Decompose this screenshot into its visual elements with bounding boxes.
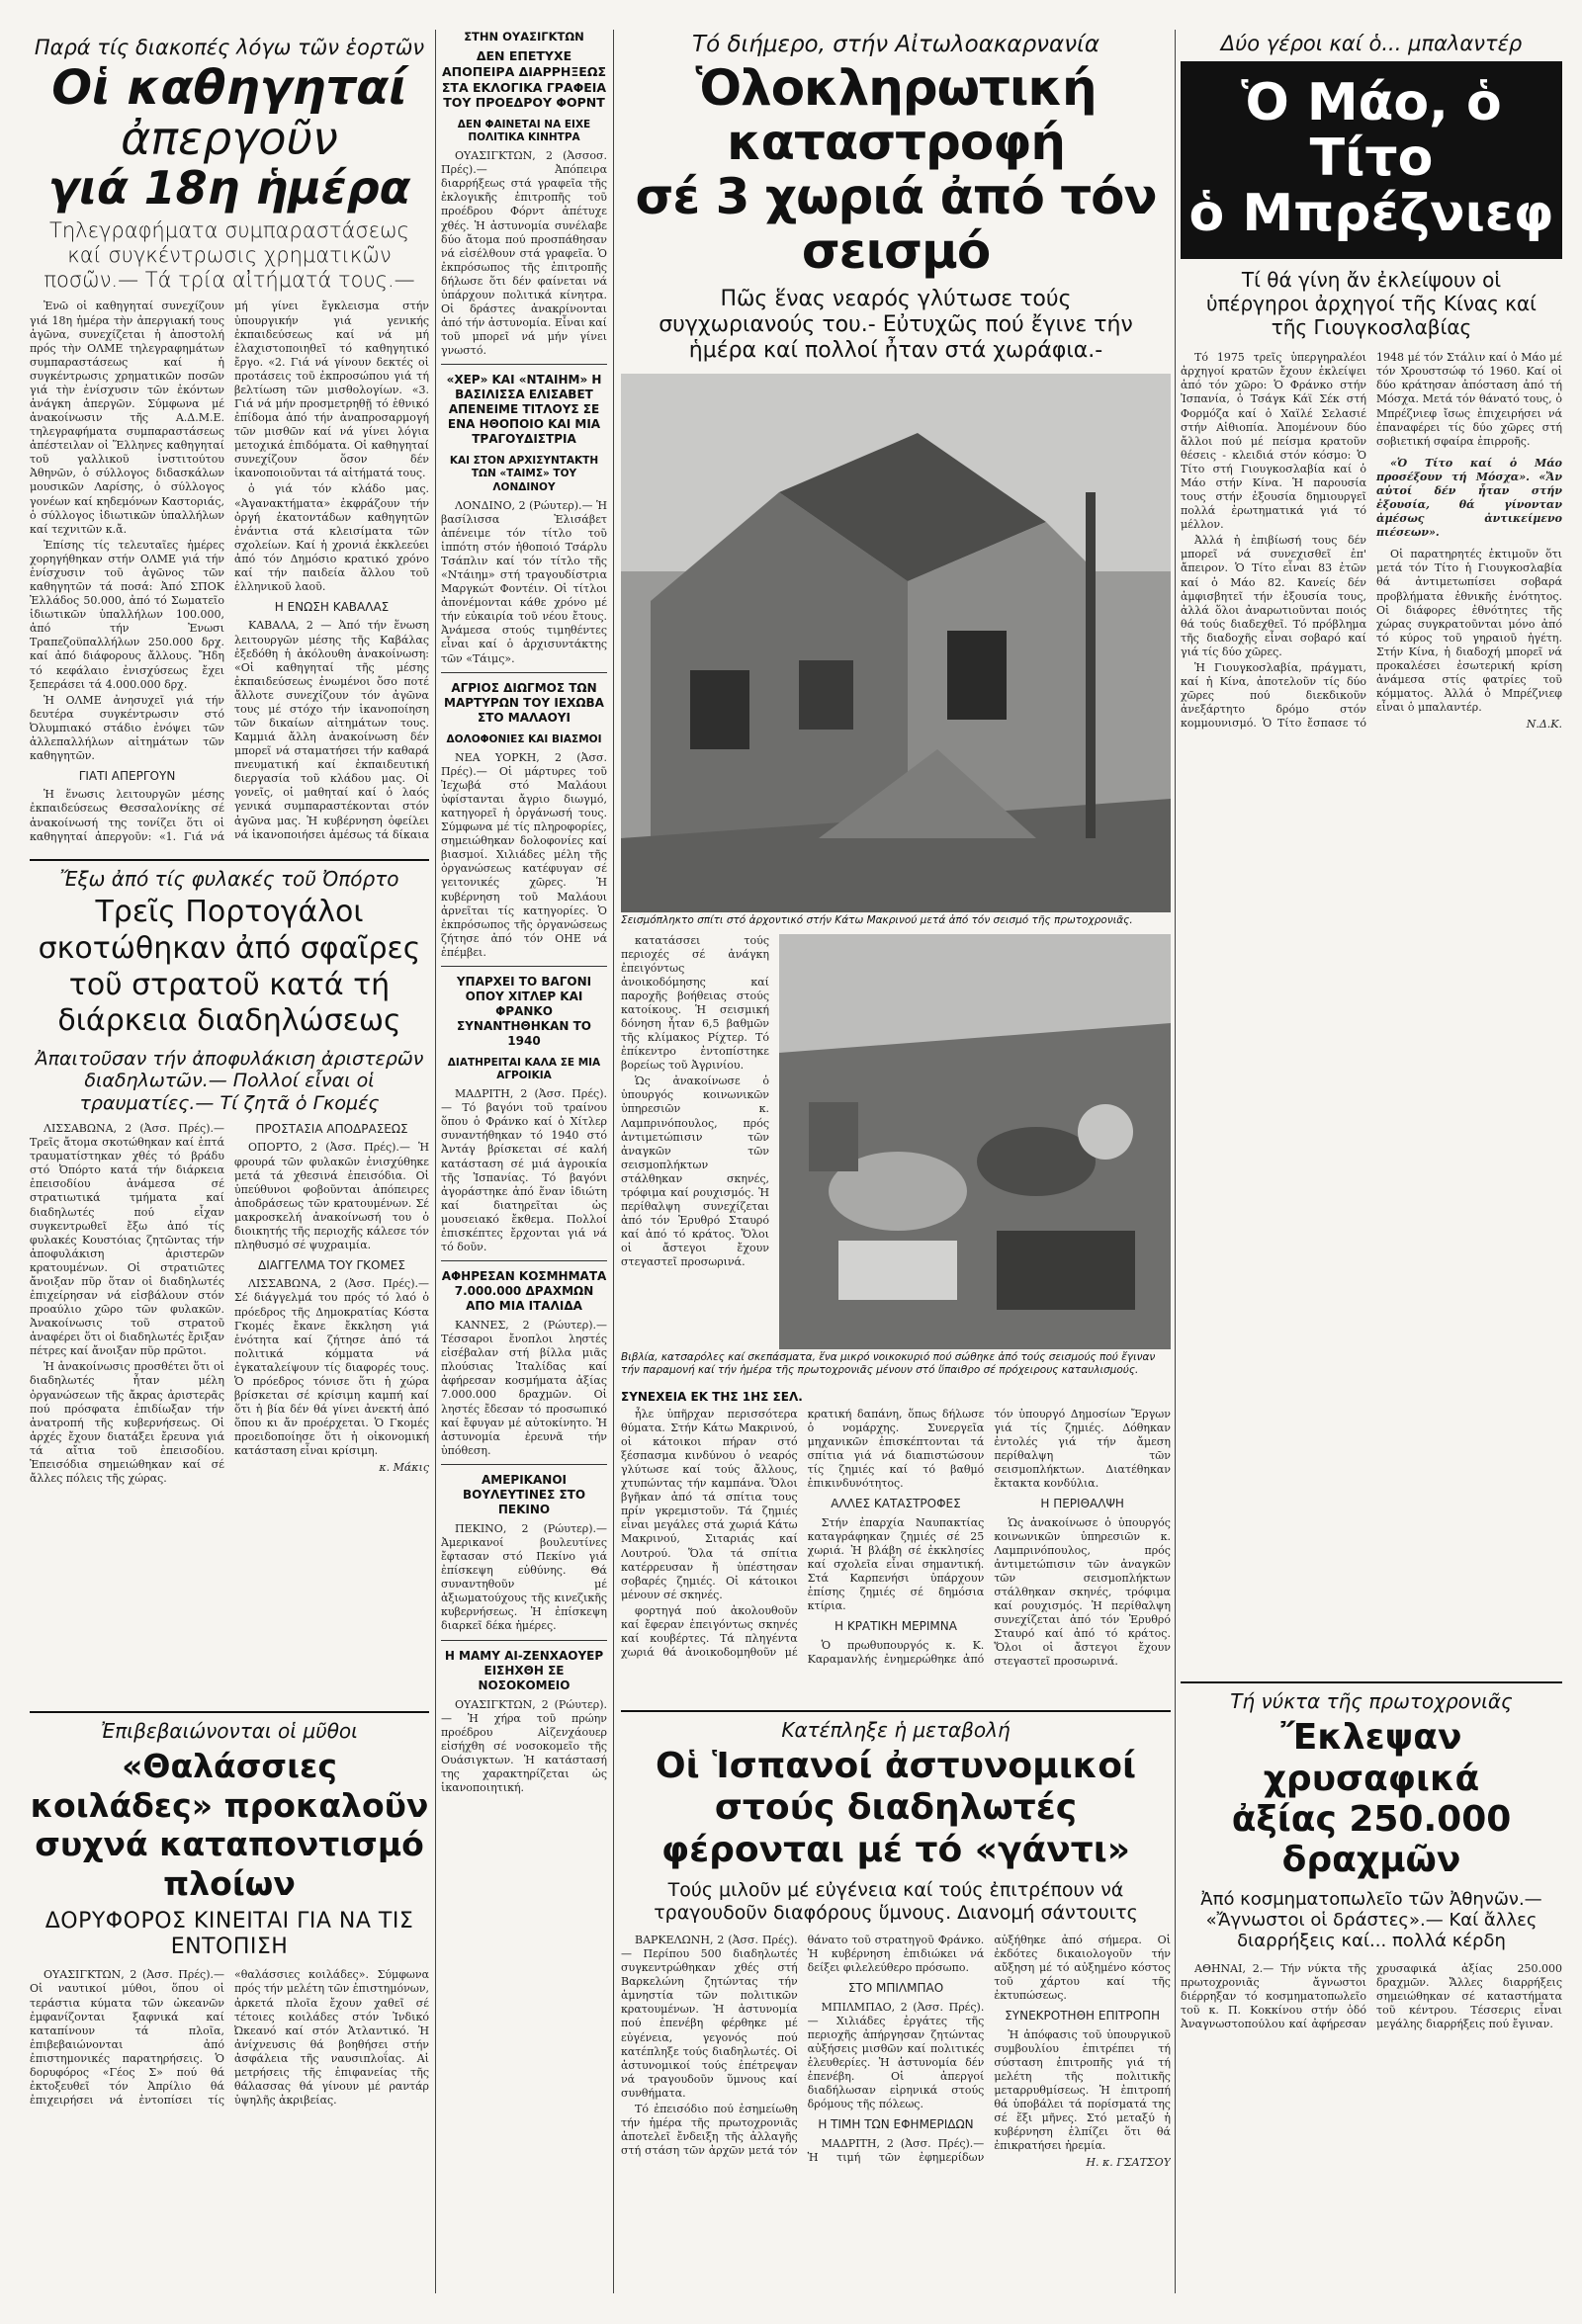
story-subhead: Τούς μιλοῦν μέ εὐγένεια καί τούς ἐπιτρέπουν νά τραγουδοῦν διαφόρους ὕμνους. Διανομή σάντουιτς — [654, 1879, 1138, 1924]
paragraph: Ἡ ἀνακοίνωσις προσθέτει ὅτι οἱ διαδηλωτές ἦταν μέλη ὀργανώσεων τῆς ἄκρας ἀριστερᾶς πού πρόσφατα ἐπιδίωξαν τήν ἀνατροπή τῆς κυβερνήσεως. Οἱ ἀρχές ἔχουν διατάξει ἔρευνα γιά τά αἴτια τοῦ ἐπεισοδίου. Ἐπεισόδια σημειώθηκαν καί σέ ἄλλες πόλεις τῆς χώρας. — [30, 1360, 224, 1486]
paragraph: Ἡ ΟΛΜΕ ἀνησυχεῖ γιά τήν δευτέρα συγκέντρωσιν στό Ὀλυμπιακό στάδιο ἐνόψει τῶν ἀλλεπαλλήλων αἰτημάτων τῶν καθηγητῶν. — [30, 693, 224, 762]
photo-collapsed-house — [621, 374, 1171, 912]
headline-jewels: Ἔκλεψαν χρυσαφικά — [1263, 1717, 1480, 1799]
brief-headline: ΑΜΕΡΙΚΑΝΟΙ ΒΟΥΛΕΥΤΙΝΕΣ ΣΤΟ ΠΕΚΙΝΟ — [462, 1472, 586, 1516]
brief-subhead: ΔΕΝ ΦΑΙΝΕΤΑΙ ΝΑ ΕΙΧΕ ΠΟΛΙΤΙΚΑ ΚΙΝΗΤΡΑ — [457, 118, 591, 143]
brief-headline: ΥΠΑΡΧΕΙ ΤΟ ΒΑΓΟΝΙ ΟΠΟΥ ΧΙΤΛΕΡ ΚΑΙ ΦΡΑΝΚΟ ΣΥΝΑΝΤΗΘΗΚΑΝ ΤΟ 1940 — [456, 974, 592, 1048]
paragraph: ὁ γιά τόν κλάδο μας. «Ἀγανακτήματα» ἐκφράζουν τήν ὀργή ἑκατοντάδων καθηγητῶν ἐνάντια στά κλεισίματα τῶν σχολείων. Καί ἡ χρονιά ἐκκλεεύει ἀπό τόν Δημόσιο κρατικό χρόνο καί τήν παιδεία ἄλλου τοῦ ἑλληνικοῦ λαοῦ. — [234, 482, 429, 594]
story-subhead: Πῶς ἕνας νεαρός γλύτωσε τούς συγχωριανούς του.- Εὐτυχῶς πού ἔγινε τήν ἡμέρα καί πολλοί ἦταν στά χωράφια.- — [659, 287, 1133, 363]
paragraph: ΟΥΑΣΙΓΚΤΩΝ, 2 (Ρώυτερ).— Ἡ χήρα τοῦ πρώην προέδρου Αἰζενχάουερ εἰσήχθη σέ νοσοκομεῖο τῆς Ουάσιγκτων. Ἡ κατάστασή της χαρακτηρίζεται ὡς ἱκανοποιητική. — [441, 1697, 607, 1794]
column-rule — [1175, 30, 1176, 2293]
brief-body — [441, 1522, 607, 1634]
paragraph: ΛΙΣΣΑΒΩΝΑ, 2 (Ἀσσ. Πρές).— Τρεῖς ἄτομα σκοτώθηκαν καί ἑπτά τραυματίστηκαν χθές τό βράδυ στό Ὀπόρτο κατά τήν διάρκεια ἐπεισοδίου ἀνάμεσα σέ στρατιωτικά τμήματα καί διαδηλωτές πού εἶχαν συγκεντρωθεῖ ἔξω ἀπό τίς φυλακές Κουστόιας ζητῶντας τήν ἀποφυλάκιση ἀριστερῶν κρατουμένων. Οἱ στρατιῶτες ἄνοιξαν πῦρ ὅταν οἱ διαδηλωτές ἐπιχείρησαν νά εἰσβάλουν στόν προαύλιο χῶρο τῶν φυλακῶν. Ἀνακοίνωσις τοῦ στρατοῦ ἀναφέρει ὅτι οἱ διαδηλωτές ἔριξαν πέτρες καί ἄνοιξαν πῦρ πρῶτοι. — [30, 1122, 224, 1358]
paragraph: ΛΙΣΣΑΒΩΝΑ, 2 (Ἀσσ. Πρές).— Σέ διάγγελμά του πρός τό λαό ὁ πρόεδρος τῆς Δημοκρατίας Κόστα Γκομές ἔκανε ἔκκληση γιά ἑνότητα καί ζήτησε ἀπό τά πολιτικά κόμματα νά ἐγκαταλείψουν τίς διαφορές τους. Ὁ πρόεδρος τόνισε ὅτι ἡ χώρα βρίσκεται σέ κρίσιμη καμπή καί ὅτι ἡ βία δέν θά γίνει ἀνεκτή ἀπό ὅπου κι ἄν προέρχεται. Ὁ Γκομές προειδοποίησε ὅτι ἡ οἰκονομική κατάσταση εἶναι κρίσιμη. — [234, 1277, 429, 1458]
paragraph: Ἐπίσης τίς τελευταῖες ἡμέρες χορηγήθηκαν στήν ΟΛΜΕ γιά τήν ἐνίσχυσιν τοῦ ἀγῶνος τῶν καθηγητῶν τά ποσά: Ἀπό ΣΠΟΚ Ἐλλάδος 50.000, ἀπό τό Σωματεῖο ἰδιωτικῶν ὑπαλλήλων 100.000, ἀπό τήν Ἐνωσι Τραπεζοϋπαλλήλων 250.000 δρχ. καί ἀπό διάφορους ἄλλους. Ἤδη τό κεφάλαιο ἐνισχύσεως ἔχει ξεπεράσει τά 4.000.000 δρχ. — [30, 538, 224, 691]
brief-headline: ΑΓΡΙΟΣ ΔΙΩΓΜΟΣ ΤΩΝ ΜΑΡΤΥΡΩΝ ΤΟΥ ΙΕΧΩΒΑ ΣΤΟ ΜΑΛΑΟΥΙ — [444, 680, 604, 725]
brief-body — [441, 499, 607, 666]
photo-household-items-image — [779, 934, 1171, 1349]
paragraph: Ὡς ἀνακοίνωσε ὁ ὑπουργός κοινωνικῶν ὑπηρεσιῶν κ. Λαμπρινόπουλος, πρός ἀντιμετώπισιν τῶν ἀναγκῶν τῶν σεισμοπλήκτων στάλθηκαν σκηνές, τρόφιμα καί ρουχισμός. Ἡ περίθαλψη συνεχίζεται ἀπό τόν Ἑρυθρό Σταυρό καί ἀπό τό κράτος. Ὅλοι οἱ ἄστεγοι ἔχουν στεγαστεῖ προσωρινά. — [621, 1075, 769, 1269]
byline: Ν.Δ.Κ. — [1526, 718, 1562, 732]
section-heading: Η ΠΕΡΙΘΑΛΨΗ — [1040, 1497, 1124, 1511]
paragraph: Ὡς ἀνακοίνωσε ὁ ὑπουργός κοινωνικῶν ὑπηρεσιῶν κ. Λαμπρινόπουλος, πρός ἀντιμετώπισιν τῶν ἀναγκῶν τῶν σεισμοπλήκτων στάλθηκαν σκηνές, τρόφιμα καί ρουχισμός. Ἡ περίθαλψη συνεχίζεται ἀπό τόν Ἑρυθρό Σταυρό καί ἀπό τό κράτος. Ὅλοι οἱ ἄστεγοι ἔχουν στεγαστεῖ προσωρινά. — [994, 1515, 1171, 1669]
headline-earthquake: σέ 3 χωριά ἀπό τόν σεισμό — [635, 168, 1157, 280]
paragraph: Ὁ πρωθυπουργός κ. Κ. Καραμανλής ἐνημερώθηκε ἀπό τόν ὑπουργό Δημοσίων Ἔργων γιά τίς ζημιές. Δόθηκαν ἐντολές γιά τήν ἄμεση περίθαλψη τῶν σεισμοπλήκτων. Διατέθηκαν ἔκτακτα κονδύλια. — [807, 1407, 1171, 1666]
brief-body — [441, 1087, 607, 1254]
story-body — [30, 1122, 429, 1705]
brief-subhead: ΔΙΑΤΗΡΕΙΤΑΙ ΚΑΛΑ ΣΕ ΜΙΑ ΑΓΡΟΙΚΙΑ — [447, 1056, 601, 1082]
column-4 — [1181, 30, 1562, 2303]
headline-sea-valleys: «Θαλάσσιες κοιλάδες» προκαλοῦν συχνά καταποντισμό πλοίων — [30, 1747, 429, 1903]
paragraph: ΚΑΝΝΕΣ, 2 (Ρώυτερ).— Τέσσαροι ἔνοπλοι ληστές εἰσέβαλαν στή βίλλα μιᾶς πλούσιας Ἰταλίδας καί ἀφήρεσαν κοσμήματα ἀξίας 7.000.000 δραχμῶν. Οἱ ληστές ἔδεσαν τό προσωπικό καί ἔφυγαν μέ αὐτοκίνητο. Ἡ ἀστυνομία ἐρευνᾶ τήν ὑπόθεση. — [441, 1319, 607, 1457]
brief-body — [441, 149, 607, 358]
paragraph: ΠΕΚΙΝΟ, 2 (Ρώυτερ).— Ἀμερικανοί βουλευτίνες ἔφτασαν στό Πεκίνο γιά ἐπίσκεψη εὐθύνης. Θά συναντηθοῦν μέ ἀξιωματούχους τῆς κινεζικῆς κυβερνήσεως. Ἡ ἐπίσκεψη διαρκεῖ δέκα ἡμέρες. — [441, 1521, 607, 1633]
paragraph: ΜΑΔΡΙΤΗ, 2 (Ἀσσ. Πρές).— Τό βαγόνι τοῦ τραίνου ὅπου ὁ Φράνκο καί ὁ Χίτλερ συναντήθηκαν τό 1940 στό Ἀντάγ βρίσκεται σέ καλή κατάσταση σέ μιά ἀγροικία τῆς Ἱσπανίας. Τό βαγόνι ἀγοράστηκε ἀπό ἕναν ἰδιώτη καί διατηρεῖται ὡς μουσειακό ἔκθεμα. Πολλοί ἐπισκέπτες ἔρχονται γιά νά τό δοῦν. — [441, 1087, 607, 1254]
story-subhead: Ἀπό κοσμηματοπωλεῖο τῶν Ἀθηνῶν.— «Ἄγνωστοι οἱ δράστες».— Καί ἄλλες διαρρήξεις καί... πολλά κέρδη — [1200, 1888, 1542, 1952]
brief-headline: ΑΦΗΡΕΣΑΝ ΚΟΣΜΗΜΑΤΑ 7.000.000 ΔΡΑΧΜΩΝ ΑΠΟ ΜΙΑ ΙΤΑΛΙΔΑ — [441, 1269, 607, 1314]
section-heading: ΔΙΑΓΓΕΛΜΑ ΤΟΥ ΓΚΟΜΕΣ — [258, 1258, 405, 1273]
paragraph: ΟΥΑΣΙΓΚΤΩΝ, 2 (Ἀσσ. Πρές).— Οἱ ναυτικοί μύθοι, ὅπου οἱ τεράστια κύματα τῶν ὠκεανῶν ἐμφανίζονται ξαφνικά καί καταπίνουν τά πλοῖα, ἐπιβεβαιώνονται ἀπό ἐπιστημονικές παρατηρήσεις. Ὁ δορυφόρος «Γέος Σ» πού θά ἐκτοξευθεῖ τόν Ἀπρίλιο θά ἐπιχειρήσει νά ἐντοπίσει τίς «θαλάσσιες κοιλάδες». Σύμφωνα πρός τήν μελέτη τῶν ἐπιστημόνων, ἀρκετά πλοῖα ἔχουν χαθεῖ σέ τέτοιες κοιλάδες στόν Ἰνδικό Ὠκεανό καί στόν Ἀτλαντικό. Ἡ ἀνίχνευσις θά βοηθήσει στήν ἀσφάλεια τῆς ναυσιπλοΐας. Αἱ μετρήσεις τῆς ἐπιφανείας τῆς θάλασσας θά γίνουν μέ ραντάρ ὑψηλῆς ἀκριβείας. — [30, 1968, 429, 2108]
story-subhead: ΔΟΡΥΦΟΡΟΣ ΚΙΝΕΙΤΑΙ ΓΙΑ ΝΑ ΤΙΣ ΕΝΤΟΠΙΣΗ — [44, 1909, 414, 1960]
column-3 — [621, 30, 1171, 2299]
paragraph: Ἡ Γιουγκοσλαβία, πράγματι, καί ἡ Κίνα, ἀποτελοῦν τίς δύο χῶρες πού διεκδικοῦν ἀνεξάρτητο δρόμο στόν κομμουνισμό. Ὁ Τίτο ἔσπασε τό 1948 μέ τόν Στάλιν καί ὁ Μάο μέ τόν Χρουστσώφ τό 1960. Καί οἱ δύο κράτησαν ἀπόσταση ἀπό τή Μόσχα. Μετά τόν θάνατό τους, ὁ Μπρέζνιεφ ἴσως ἐπιχειρήσει νά ἐπαναφέρει τίς δύο χῶρες στή σοβιετική σφαίρα ἐπιρροῆς. — [1181, 351, 1562, 731]
paragraph: ΚΑΒΑΛΑ, 2 — Ἀπό τήν ἕνωση λειτουργῶν μέσης τῆς Καβάλας ἐξεδόθη ἡ ἀκόλουθη ἀνακοίνωση: «Οἱ καθηγηταί τῆς μέσης ἐκπαιδεύσεως ἐνωμένοι ὅσο ποτέ ἄλλοτε συνεχίζουν τόν ἀγῶνα τους μέ στόχο τήν ἱκανοποίηση τῶν δικαίων αἰτημάτων τους. Καμμιά ἄλλη ἀνακοίνωση δέν μπορεῖ νά σταματήσει τήν καθαρά πνευματική καί ἐκπαιδευτική διεργασία τοῦ κλάδου μας. Οἱ γονεῖς, οἱ μαθηταί καί ὁ λαός γενικά συμπαραστέκονται στόν ἀγῶνα μας. Ἡ κυβέρνηση ὀφείλει νά ἱκανοποιήσει ἀμέσως τά δίκαια — [234, 619, 429, 841]
column-2 — [441, 30, 607, 2303]
divider — [441, 672, 607, 673]
story-kicker: Δύο γέροι καί ὁ... μπαλαντέρ — [1220, 32, 1523, 55]
story-body — [1181, 351, 1562, 1676]
section-heading: ΠΡΟΣΤΑΣΙΑ ΑΠΟΔΡΑΣΕΩΣ — [255, 1122, 408, 1137]
headline-spain: Οἱ Ἱσπανοί ἀστυνομικοί — [656, 1745, 1136, 1786]
headline-mao-tito: ὁ Μπρέζνιεφ — [1188, 184, 1554, 244]
divider — [441, 1640, 607, 1641]
section-heading: ΣΥΝΕΚΡΟΤΗΘΗ ΕΠΙΤΡΟΠΗ — [1005, 2009, 1161, 2023]
photo-household-items — [779, 934, 1171, 1349]
byline: κ. Μάκις — [379, 1461, 429, 1475]
headline-teachers: γιά 18η ἡμέρα — [47, 160, 411, 215]
brief-body — [441, 1319, 607, 1458]
paragraph: Ἡ ἕνωσις λειτουργῶν μέσης ἐκπαιδεύσεως Θεσσαλονίκης σέ ἀνακοίνωσή της τονίζει ὅτι οἱ καθηγηταί ἀπεργοῦν: «1. Γιά νά μή γίνει ἔγκλεισμα στήν ὑπουργικήν γιά γενικής ἐκπαιδεύσεως καί νά μή ἐλαχιστοποιηθεῖ τό καθηγητικό ἔργο. «2. Γιά νά γίνουν δεκτές οἱ προτάσεις τοῦ ἐκπροσώπου γιά τή βελτίωση τῶν μισθολογίων. «3. Γιά νά μήν προσμετρηθῇ τό ἐθνικό ἐπίδομα ἀπό τήν ἀναπροσαρμογή τῶν μισθῶν καί νά γίνει λόγια μετοχικά ἐπιδόματα. Οἱ καθηγηταί συνεχίζουν ὅσον δέν ἱκανοποιοῦνται τά αἰτήματά τους. — [30, 300, 429, 843]
paragraph: Στήν ἐπαρχία Ναυπακτίας καταγράφηκαν ζημιές σέ 25 χωριά. Ἡ βλάβη σέ ἐκκλησίες καί σχολεῖα εἶναι σημαντική. Στά Καρπενήσι ὑπάρχουν ἐπίσης ζημιές σέ δημόσια κτίρια. — [807, 1515, 985, 1613]
section-heading: ΑΛΛΕΣ ΚΑΤΑΣΤΡΟΦΕΣ — [831, 1497, 961, 1511]
section-heading: Η ΕΝΩΣΗ ΚΑΒΑΛΑΣ — [274, 600, 390, 615]
headline-teachers: Οἱ καθηγηταί — [51, 60, 407, 116]
paragraph: Τό 1975 τρεῖς ὑπεργηραλέοι ἀρχηγοί κρατῶν ἔχουν ἐκλείψει ἀπό τόν χῶρο: Ὁ Φράνκο στήν Ἰσπανία, ὁ Τσάγκ Κάϊ Σέκ στή Φορμόζα καί ὁ Χαϊλέ Σελασιέ στήν Αἰθιοπία. Ἀπομένουν δύο ἄλλοι πού μέ πείσμα κρατοῦν θέσεις - κλειδιά στόν κόσμο: Ὁ Τίτο στή Γιουγκοσλαβία καί ὁ Μάο στήν Κίνα. Ἡ παρουσία τους στήν ἐξουσία δημιουργεῖ πολλά ἐρωτηματικά γιά τό μέλλον. — [1181, 351, 1366, 532]
paragraph: ΜΑΔΡΙΤΗ, 2 (Ἀσσ. Πρές).— Ἡ τιμή τῶν ἐφημερίδων αὐξήθηκε ἀπό σήμερα. Οἱ ἐκδότες δικαιολογοῦν τήν αὔξηση μέ τό αὐξημένο κόστος τοῦ χάρτου καί τῆς ἐκτυπώσεως. — [807, 1934, 1171, 2164]
paragraph: Οἱ παρατηρητές ἐκτιμοῦν ὅτι μετά τόν Τίτο ἡ Γιουγκοσλαβία θά ἀντιμετωπίσει σοβαρά προβλήματα ἐθνικῆς ἑνότητος. Οἱ διάφορες ἐθνότητες τῆς χώρας συγκρατοῦνται μόνο ἀπό τό κύρος τοῦ γηραιοῦ ἡγέτη. Στήν Κίνα, ἡ διαδοχή μπορεῖ νά προκαλέσει ἐσωτερική κρίση ἀνάμεσα στίς φατρίες τοῦ κόμματος. Ἀλλά ὁ Μπρέζνιεφ εἶναι ὁ μπαλαντέρ. — [1376, 548, 1562, 715]
divider — [621, 1710, 1171, 1712]
photo-caption: Σεισμόπληκτο σπίτι στό ἀρχοντικό στήν Κάτω Μακρινού μετά ἀπό τόν σεισμό τῆς πρωτοχρονιᾶς. — [621, 913, 1133, 926]
divider — [30, 1711, 429, 1713]
brief-body — [441, 751, 607, 960]
divider — [441, 966, 607, 967]
headline-spain: φέρονται μέ τό «γάντι» — [660, 1829, 1131, 1870]
section-heading: ΣΤΟ ΜΠΙΛΜΠΑΟ — [847, 1981, 944, 1996]
story-body — [621, 934, 769, 1349]
brief-kicker: ΣΤΗΝ ΟΥΑΣΙΓΚΤΩΝ — [464, 30, 584, 43]
section-heading: Η ΚΡΑΤΙΚΗ ΜΕΡΙΜΝΑ — [834, 1619, 957, 1634]
story-body — [621, 1408, 1171, 1704]
headline-mao-tito: Ὁ Μάο, ὁ Τίτο — [1241, 73, 1502, 189]
paragraph: Ἀλλά ἡ ἐπιβίωσή τους δέν μπορεῖ νά συνεχισθεῖ ἐπ' ἄπειρον. Ὁ Τίτο εἶναι 83 ἐτῶν καί ὁ Μάο 82. Κανείς δέν ἀμφισβητεῖ τήν ἐξουσία τους, ἀλλά ὅλοι ἀναρωτιοῦνται ποιός θά τούς διαδεχθεῖ. Τό πρόβλημα τῆς διαδοχῆς εἶναι σοβαρό καί γιά τίς δύο χῶρες. — [1181, 534, 1366, 658]
story-body — [30, 300, 429, 853]
headline-spain: στούς διαδηλωτές — [714, 1787, 1078, 1829]
headline-portugal: Τρεῖς Πορτογάλοι σκοτώθηκαν ἀπό σφαῖρες τοῦ στρατοῦ κατά τή διάρκεια διαδηλώσεως — [38, 895, 421, 1039]
headline-jewels: ἀξίας 250.000 δραχμῶν — [1231, 1799, 1512, 1881]
story-subhead: Τί θά γίνη ἄν ἐκλείψουν οἱ ὑπέργηροι ἀρχηγοί τῆς Κίνας καί τῆς Γιουγκοσλαβίας — [1206, 268, 1537, 339]
story-body — [621, 1934, 1171, 2299]
paragraph: ΜΠΙΛΜΠΑΟ, 2 (Ἀσσ. Πρές).— Χιλιάδες ἐργάτες τῆς περιοχῆς ἀπήργησαν ζητώντας αὐξήσεις μισθῶν καί πολιτικές ἐλευθερίες. Ἡ ἀστυνομία δέν ἐπενέβη. Οἱ ἀπεργοί διαδήλωσαν εἰρηνικά στούς δρόμους τῆς πόλεως. — [807, 2000, 985, 2111]
paragraph: ΟΠΟΡΤΟ, 2 (Ἀσσ. Πρές).— Ἡ φρουρά τῶν φυλακῶν ἐνισχύθηκε μετά τά χθεσινά ἐπεισόδια. Οἱ ὑπεύθυνοι φοβοῦνται ἀπόπειρες ἀποδράσεως τῶν κρατουμένων. Σέ μακροσκελή ἀνακοίνωσή του ὁ διοικητής τῆς περιοχῆς κάλεσε τόν πληθυσμό σέ ψυχραιμία. — [234, 1141, 429, 1251]
story-kicker: Ἔξω ἀπό τίς φυλακές τοῦ Ὀπόρτο — [59, 867, 399, 892]
paragraph: κατατάσσει τούς περιοχές σέ ἀνάγκη ἐπειγόντως ἀνοικοδόμησης καί παροχῆς βοήθειας στούς κατοίκους. Ἡ σεισμική δόνηση ἦταν 6,5 βαθμῶν τῆς κλίμακος Ρίχτερ. Τό ἐπίκεντρο ἐντοπίστηκε βορείως τοῦ Ἀγρινίου. — [621, 933, 769, 1073]
photo-collapsed-house-image — [621, 374, 1171, 912]
headline-teachers: ἀπεργοῦν — [121, 111, 338, 165]
story-subhead: Ἀπαιτοῦσαν τήν ἀποφυλάκιση ἀριστερῶν διαδηλωτῶν.— Πολλοί εἶναι οἱ τραυματίες.— Τί ζητᾶ ὁ Γκομές — [35, 1047, 424, 1114]
brief-headline: Η ΜΑΜΥ ΑΙ-ΖΕΝΧΑΟΥΕΡ ΕΙΣΗΧΘΗ ΣΕ ΝΟΣΟΚΟΜΕΙΟ — [444, 1648, 604, 1692]
paragraph: ΟΥΑΣΙΓΚΤΩΝ, 2 (Ἀσσοσ. Πρές).— Ἀπόπειρα διαρρήξεως στά γραφεῖα τῆς ἐκλογικῆς ἐπιτροπῆς τοῦ προέδρου Φόρντ ἀπέτυχε χθές. Ἡ ἀστυνομία συνέλαβε δύο ἄτομα πού προσπάθησαν νά εἰσέλθουν στά γραφεῖα. Ὁ ἐκπρόσωπος τῆς ἐπιτροπῆς δήλωσε ὅτι δέν φαίνεται νά ὑπάρχουν πολιτικά κίνητρα. Οἱ δράστες ἀνακρίνονται ἀπό τήν ἀστυνομία. Εἶναι καί τοῦ μπορεῖ νά μήν γίνει γνωστό. — [441, 149, 607, 358]
story-kicker: Κατέπληξε ἡ μεταβολή — [781, 1717, 1011, 1742]
photo-row — [621, 934, 1171, 1349]
brief-subhead: ΔΟΛΟΦΟΝΙΕΣ ΚΑΙ ΒΙΑΣΜΟΙ — [446, 732, 602, 745]
story-kicker: Τό διήμερο, στήν Αἰτωλοακαρνανία — [692, 32, 1099, 57]
brief-headline: ΔΕΝ ΕΠΕΤΥΧΕ ΑΠΟΠΕΙΡΑ ΔΙΑΡΡΗΞΕΩΣ ΣΤΑ ΕΚΛΟΓΙΚΑ ΓΡΑΦΕΙΑ ΤΟΥ ΠΡΟΕΔΡΟΥ ΦΟΡΝΤ — [441, 48, 607, 111]
headline-earthquake: Ὁλοκληρωτική καταστροφή — [695, 59, 1097, 171]
section-heading: ΓΙΑΤΙ ΑΠΕΡΓΟΥΝ — [78, 769, 176, 784]
photo-caption: Βιβλία, κατσαρόλες καί σκεπάσματα, ἕνα μικρό νοικοκυριό πού σώθηκε ἀπό τούς σεισμούς πού ἔγιναν τήν παραμονή καί τήν ἡμέρα τῆς πρωτοχρονιᾶς μένουν στό ὕπαιθρο σέ πρόχειρους καταυλισμούς. — [621, 1350, 1156, 1377]
column-1 — [30, 30, 429, 2303]
story-subhead: Τηλεγραφήματα συμπαραστάσεως καί συγκέντρωσις χρηματικῶν ποσῶν.— Τά τρία αἰτήματά τους.— — [44, 218, 415, 292]
divider — [441, 1464, 607, 1465]
story-kicker: Τή νύκτα τῆς πρωτοχρονιᾶς — [1230, 1689, 1513, 1714]
paragraph: ἦλε ὑπῆρχαν περισσότερα θύματα. Στήν Κάτω Μακρινού, οἱ κάτοικοι πήραν στό ξέσπασμα κινδύνου ὁ νεαρός γλύτωσε καί τούς ἄλλους, χτυπώντας τήν καμπάνα. Ὅλοι βγῆκαν ἀπό τά σπίτια τους πρίν γκρεμιστοῦν. Τά ζημιές εἶναι μεγάλες στά χωριά Κάτω Μακρινού, Σιταριάς καί Λουτρού. Ὅλα τά σπίτια κατέρρευσαν ἤ ὑπέστησαν σοβαρές ζημιές. Οἱ κάτοικοι μένουν σέ σκηνές. — [621, 1407, 798, 1601]
divider — [1181, 1681, 1562, 1683]
section-heading: ΣΥΝΕΧΕΙΑ ΕΚ ΤΗΣ 1ΗΣ ΣΕΛ. — [621, 1389, 803, 1404]
brief-headline: «ΧΕΡ» ΚΑΙ «ΝΤΑΙΗΜ» Η ΒΑΣΙΛΙΣΣΑ ΕΛΙΣΑΒΕΤ ΑΠΕΝΕΙΜΕ ΤΙΤΛΟΥΣ ΣΕ ΕΝΑ ΗΘΟΠΟΙΟ ΚΑΙ ΜΙΑ ΤΡΑΓΟΥΔΙΣΤΡΙΑ — [446, 373, 602, 447]
paragraph: Ἡ ἀπόφασις τοῦ ὑπουργικοῦ συμβουλίου ἐπιτρέπει τή σύσταση ἐπιτροπῆς γιά τή μελέτη τῆς πολιτικῆς μεταρρυθμίσεως. Ἡ ἐπιτροπή θά ὑποβάλει τά πορίσματά της σέ ἕξι μῆνες. Στό μεταξύ ἡ κυβέρνηση ἐλπίζει ὅτι θά ἐπικρατήσει ἠρεμία. — [994, 2027, 1171, 2153]
brief-body — [441, 1698, 607, 1796]
story-body — [1181, 1962, 1562, 2190]
paragraph: Ἐνῶ οἱ καθηγηταί συνεχίζουν γιά 18η ἡμέρα τὴν ἀπεργιακή τους ἀγῶνα, συνεχίζεται ἡ ἀποστολή πρός τὴν ΟΛΜΕ τηλεγραφημάτων συμπαραστάσεως καί ἡ συγκέντρωσις χρηματικῶν ποσῶν γιά τὴν ἐνίσχυσιν τῶν ἐκόντων ἀνάγκη ἀπεργῶν. Σύμφωνα μέ ἀνακοίνωσιν τῆς Α.Δ.Μ.Ε. τηλεγραφήματα συμπαραστάσεως ἀπέστειλαν οἱ Ἕλληνες καθηγηταί τοῦ γαλλικοῦ ἰνστιτούτου Ἀθηνῶν, ὁ σύλλογος διδασκάλων μουσικῶν Λαρίσης, ὁ σύλλογος γονέων καί κηδεμόνων Καστοριάς, ὁ σύλλογος ἰδιωτικῶν ὑπαλλήλων καί τεχνιτῶν κ.ἄ. — [30, 300, 224, 536]
paragraph: ΑΘΗΝΑΙ, 2.— Τήν νύκτα τῆς πρωτοχρονιᾶς ἄγνωστοι διέρρηξαν τό κοσμηματοπωλεῖο τοῦ κ. Π. Κοκκίνου στήν ὁδό Ἀναγνωστοπούλου καί ἀφήρεσαν χρυσαφικά ἀξίας 250.000 δραχμῶν. Ἄλλες διαρρήξεις σημειώθηκαν σέ καταστήματα τοῦ κέντρου. Τέσσερις εἶναι μεγάλης διαρρήξεις πού ἔγιναν. — [1181, 1961, 1562, 2030]
story-kicker: Ἐπιβεβαιώνονται οἱ μῦθοι — [101, 1719, 358, 1744]
divider — [441, 1260, 607, 1261]
paragraph: ΒΑΡΚΕΛΩΝΗ, 2 (Ἀσσ. Πρές).— Περίπου 500 διαδηλωτές συγκεντρώθηκαν χθές στή Βαρκελώνη ζητώντας τήν ἀμνηστία τῶν πολιτικῶν κρατουμένων. Ἡ ἀστυνομία πού ἐπενέβη φέρθηκε μέ εὐγένεια, γεγονός πού κατέπληξε τούς διαδηλωτές. Οἱ ἀστυνομικοί τούς ἐπέτρεψαν νά τραγουδοῦν ὕμνους καί συνθήματα. — [621, 1934, 798, 2100]
divider — [441, 364, 607, 365]
paragraph: Τό ἐπεισόδιο πού ἐσημείωθη τήν ἡμέρα τῆς πρωτοχρονιᾶς ἀποτελεῖ ἔνδειξη τῆς ἀλλαγῆς στή στάση τῶν ἀρχῶν μετά τόν θάνατο τοῦ στρατηγοῦ Φράνκο. Ἡ κυβέρνηση ἐπιδιώκει νά δείξει φιλελεύθερο πρόσωπο. — [621, 1934, 985, 2158]
paragraph: ΛΟΝΔΙΝΟ, 2 (Ρώυτερ).— Ἡ βασίλισσα Ἐλισάβετ ἀπένειμε τόν τίτλο τοῦ ἱππότη στόν ἠθοποιό Τσάρλυ Τσάπλιν καί τόν τίτλο τῆς «Ντάιημ» στή τραγουδίστρια Μαργκώτ Φοντέιν. Οἱ τίτλοι ἀπονέμονται κάθε χρόνο μέ τήν εὐκαιρία τοῦ νέου ἔτους. Ἀνάμεσα στούς τιμηθέντες εἶναι καί ὁ ἀρχισυντάκτης τῶν «Τάιμς». — [441, 498, 607, 665]
paragraph: φορτηγά πού ἀκολουθοῦν καί ἔφεραν ἐπειγόντως σκηνές καί κουβέρτες. Τά πληγέντα χωριά θά ἀνοικοδομηθοῦν μέ κρατική δαπάνη, ὅπως δήλωσε ὁ νομάρχης. Συνεργεῖα μηχανικῶν ἐπισκέπτονται τά σπίτια γιά νά διαπιστώσουν τίς ζημιές καί τό βαθμό ἐπικινδυνότητος. — [621, 1407, 985, 1660]
brief-subhead: ΚΑΙ ΣΤΟΝ ΑΡΧΙΣΥΝΤΑΚΤΗ ΤΩΝ «ΤΑΙΜΣ» ΤΟΥ ΛΟΝΔΙΝΟΥ — [449, 455, 599, 493]
column-rule — [613, 30, 614, 2293]
pull-quote: «Ὁ Τίτο καί ὁ Μάο προσέξουν τή Μόσχα». «Ἄν αὐτοί δέν ἦταν στήν ἐξουσία, θά γίνονταν ἀμέσως ἀντικείμενο πιέσεων». — [1376, 456, 1562, 540]
paragraph: ΝΕΑ ΥΟΡΚΗ, 2 (Ἀσσ. Πρές).— Οἱ μάρτυρες τοῦ Ἰεχωβά στό Μαλάουι ὑφίστανται ἄγριο διωγμό, κατηγορεῖ ἡ ὀργάνωσή τους. Σύμφωνα μέ τίς πληροφορίες, σημειώθηκαν δολοφονίες καί βιασμοί. Χιλιάδες μέλη τῆς ὀργανώσεως κατέφυγαν σέ γειτονικές χῶρες. Ἡ κυβέρνηση τοῦ Μαλάουι ἀρνεῖται τίς κατηγορίες. Ὁ ἐκπρόσωπος τῆς ὀργανώσεως ζήτησε ἀπό τόν ΟΗΕ νά ἐπέμβει. — [441, 750, 607, 959]
section-heading: Η ΤΙΜΗ ΤΩΝ ΕΦΗΜΕΡΙΔΩΝ — [818, 2117, 974, 2132]
divider — [30, 859, 429, 861]
headline-box — [1181, 61, 1562, 259]
column-rule — [435, 30, 436, 2293]
story-kicker: Παρά τίς διακοπές λόγω τῶν ἑορτῶν — [34, 36, 425, 59]
story-body — [30, 1968, 429, 2186]
byline: Η. κ. ΓΣΑΤΣΟΥ — [1086, 2156, 1171, 2170]
